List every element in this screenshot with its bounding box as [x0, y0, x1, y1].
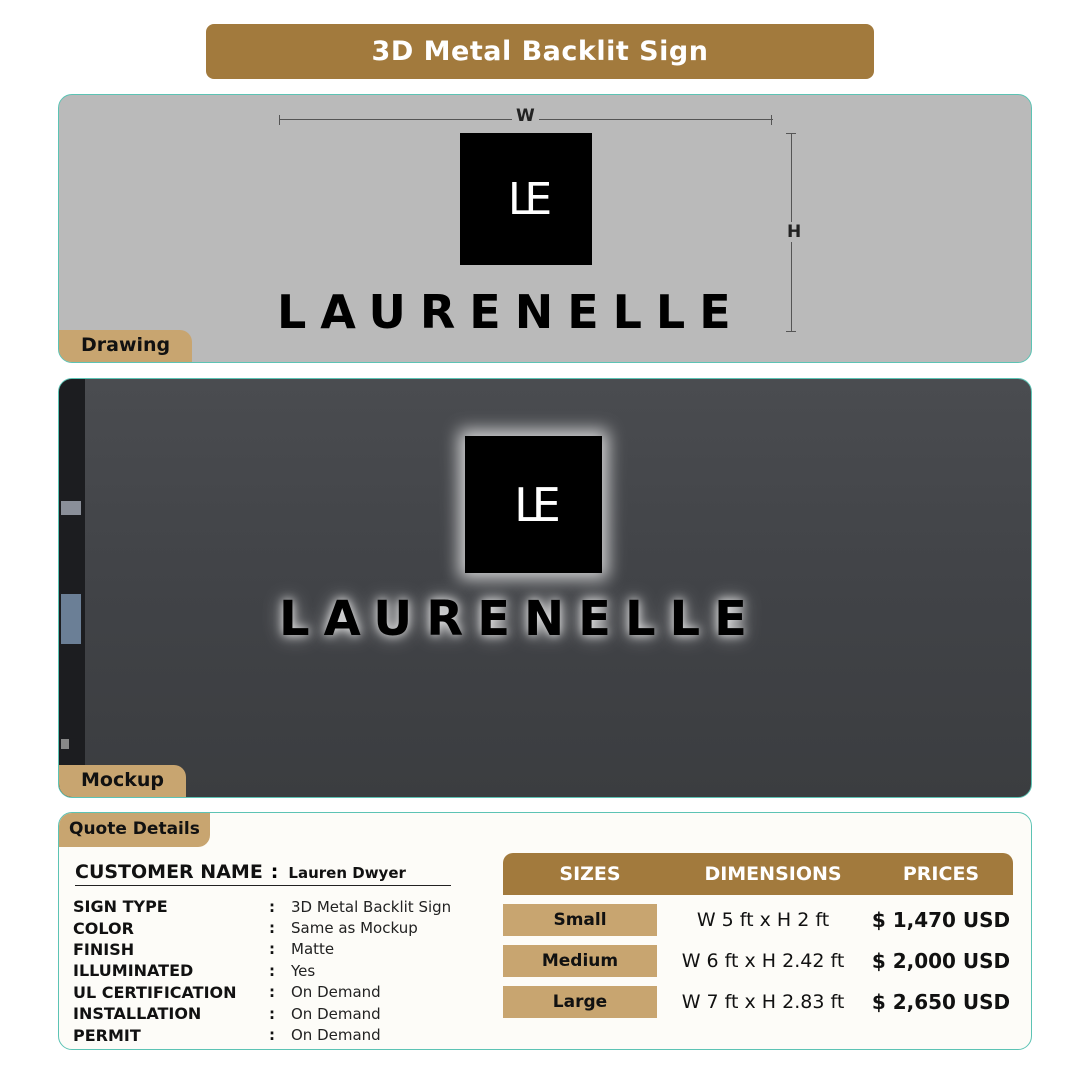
- spec-row-illuminated: ILLUMINATED : Yes: [73, 961, 316, 981]
- price-value: $ 1,470 USD: [871, 908, 1011, 932]
- pricing-row-small: [503, 904, 1013, 936]
- bookshelf: [59, 379, 85, 797]
- width-label: W: [512, 106, 539, 126]
- pricing-table: [503, 853, 1013, 1018]
- customer-name-value: Lauren Dwyer: [288, 864, 406, 882]
- width-dimension-tick-right: [771, 115, 772, 125]
- size-label: Small: [503, 904, 657, 936]
- mockup-wordmark: LAURENELLE: [279, 591, 761, 647]
- dimensions-value: W 7 ft x H 2.83 ft: [681, 991, 845, 1013]
- price-value: $ 2,000 USD: [871, 949, 1011, 973]
- quote-details-label: Quote Details: [59, 813, 210, 847]
- spec-row-color: COLOR : Same as Mockup: [73, 918, 418, 938]
- pricing-row-medium: [503, 945, 1013, 977]
- mockup-monogram-box: [465, 436, 602, 573]
- price-value: $ 2,650 USD: [871, 990, 1011, 1014]
- spec-row-permit: PERMIT : On Demand: [73, 1025, 381, 1045]
- dimensions-value: W 6 ft x H 2.42 ft: [681, 950, 845, 972]
- dimensions-value: W 5 ft x H 2 ft: [696, 909, 830, 931]
- spec-row-finish: FINISH : Matte: [73, 939, 335, 959]
- page-title: 3D Metal Backlit Sign: [206, 24, 874, 79]
- spec-row-sign-type: SIGN TYPE : 3D Metal Backlit Sign: [73, 897, 452, 917]
- customer-name-row: [75, 861, 451, 886]
- customer-name-colon: :: [270, 861, 279, 883]
- mockup-panel: [58, 378, 1032, 798]
- drawing-panel: [58, 94, 1032, 363]
- height-dimension-tick-bottom: [786, 331, 796, 332]
- customer-name-label: CUSTOMER NAME: [75, 861, 263, 883]
- spec-row-installation: INSTALLATION : On Demand: [73, 1004, 381, 1024]
- size-label: Large: [503, 986, 657, 1018]
- mockup-monogram: LE: [514, 477, 553, 532]
- quote-panel: [58, 812, 1032, 1050]
- width-dimension-tick-left: [279, 115, 280, 125]
- pricing-table-header: [503, 853, 1013, 895]
- header-sizes: SIZES: [559, 863, 621, 885]
- height-label: H: [783, 222, 805, 242]
- pricing-row-large: [503, 986, 1013, 1018]
- logo-monogram-box: [460, 133, 592, 265]
- drawing-label: Drawing: [59, 330, 192, 362]
- height-dimension-tick-top: [786, 133, 796, 134]
- spec-row-ul-certification: UL CERTIFICATION : On Demand: [73, 982, 381, 1002]
- logo-wordmark: LAURENELLE: [277, 285, 745, 339]
- header-prices: PRICES: [902, 863, 980, 885]
- header-dimensions: DIMENSIONS: [704, 863, 842, 885]
- mockup-label: Mockup: [59, 765, 186, 797]
- logo-monogram: LE: [507, 173, 545, 225]
- size-label: Medium: [503, 945, 657, 977]
- spec-list: [73, 896, 451, 1046]
